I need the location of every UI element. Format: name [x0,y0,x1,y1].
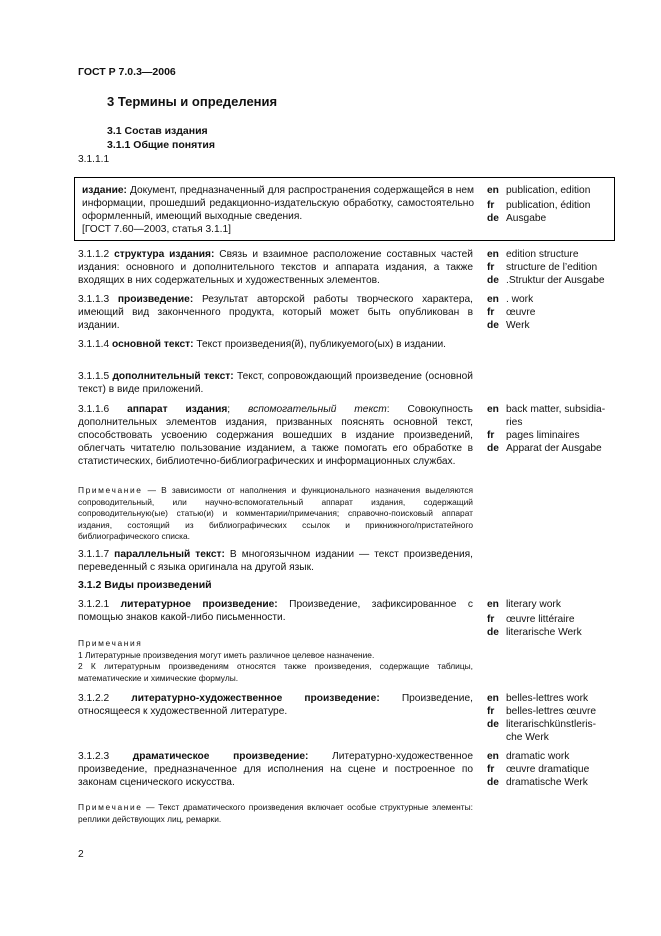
note-text: — Текст драматического произведения включает особые структурные элементы: реплики действующих лиц, ремарки. [78,802,473,824]
equivalents-3-1-1-2 [487,248,627,287]
term-name: параллельный текст: [114,549,225,560]
lang-de: de [487,320,499,331]
equiv-en: belles-lettres work [506,693,589,704]
section-title: 3 Термины и определения [107,94,278,109]
notes-3-1-2-1 [78,638,473,684]
term-name: структура издания: [114,249,215,260]
equivalents-3-1-1-1 [487,184,627,225]
equivalents-3-1-2-1 [487,598,627,639]
equiv-de: Ausgabe [506,213,547,224]
term-definition: Произведение, зафиксированное с помощью знаков какой-либо письменности. [78,599,473,623]
equiv-de-continuation: che Werk [506,732,549,743]
note-item: 1 Литературные произведения могут иметь различное целевое назначение. [78,649,375,660]
term-name: литературно-художественное произведение: [131,693,380,704]
term-number: 3.1.2.1 [78,599,110,610]
equiv-fr: œuvre littéraire [506,614,575,625]
lang-en: en [487,751,499,762]
equiv-de: literarische Werk [506,627,582,638]
equiv-fr: œuvre dramatique [506,764,590,775]
term-definition: Произведение, относящееся к художественной литературе. [78,693,473,717]
equiv-de: .Struktur der Ausgabe [506,275,605,286]
note-text: — В зависимости от наполнения и функционального назначения выделяются сопроводительный, или научно-вспомогательный аппарат издания, содержащий сопроводительную(ые) статью(и) и комментарии/примечания; справочно-поисковый аппарат издания, состоящий из библиографических ссылок и прикнижного/пристатейного библиографического списка. [78,485,473,542]
equiv-fr: structure de l’edition [506,262,598,273]
term-entry-3-1-1-2 [78,248,473,287]
lang-fr: fr [487,430,495,441]
equiv-fr: publication, édition [506,200,591,211]
lang-fr: fr [487,307,495,318]
equiv-fr: œuvre [506,307,536,318]
term-entry-3-1-1-4 [78,338,473,351]
equivalents-3-1-2-2 [487,692,627,744]
term-definition: Литературно-художественное произведение, предназначенное для исполнения на сцене и построенное по законам сценического искусства. [78,751,473,788]
equiv-de: Apparat der Ausgabe [506,443,602,454]
term-name: аппарат издания [127,404,228,415]
equiv-de: dramatische Werk [506,777,588,788]
note-3-1-2-3 [78,802,473,825]
lang-fr: fr [487,262,495,273]
equiv-de: literarischkünstleris- [506,719,597,730]
term-entry-3-1-1-3 [78,293,473,332]
note-item: 2 К литературным произведениям относятся также произведения, содержащие таблицы, математические и химические формулы. [78,661,473,683]
equiv-en: dramatic work [506,751,570,762]
term-entry-3-1-2-1 [78,598,473,624]
term-entry-3-1-1-6 [78,403,473,468]
term-entry-3-1-2-2 [78,692,473,718]
lang-de: de [487,627,499,638]
equivalents-3-1-2-3 [487,750,627,789]
note-label: Примечание [78,485,143,495]
lang-fr: fr [487,614,495,625]
term-number: 3.1.2.2 [78,693,110,704]
equiv-en: back matter, subsidia- [506,404,606,415]
equiv-en: edition structure [506,249,579,260]
lang-en: en [487,249,499,260]
subsection-title-3-1: 3.1 Состав издания [107,125,208,137]
term-definition: Текст, сопровождающий произведение (основной текст) в виде приложений. [78,371,474,395]
document-header: ГОСТ Р 7.0.3—2006 [78,66,176,78]
term-definition: : Совокупность дополнительных элементов издания, призванных пояснять основной текст, способствовать усвоению содержания вошедших в издание произведений, облегчать читателю пользование изданием, а также помогать его обработке в статистических, библиотечно-библиографических и информационных службах. [78,404,473,467]
term-number: 3.1.1.5 [78,371,110,382]
equiv-fr: belles-lettres œuvre [506,706,597,717]
lang-fr: fr [487,706,495,717]
term-number: 3.1.1.4 [78,339,110,350]
term-name: основной текст: [112,339,194,350]
equiv-en: . work [506,294,534,305]
term-number-3-1-1-1: 3.1.1.1 [78,154,110,165]
lang-de: de [487,719,499,730]
term-entry-3-1-1-1 [82,184,474,236]
lang-fr: fr [487,200,495,211]
lang-en: en [487,599,499,610]
note-3-1-1-6 [78,485,473,543]
page-number: 2 [78,849,84,860]
lang-fr: fr [487,764,495,775]
equiv-de: Werk [506,320,530,331]
equiv-en-continuation: ries [506,417,523,428]
term-number: 3.1.1.3 [78,294,110,305]
equiv-fr: pages liminaires [506,430,580,441]
lang-de: de [487,777,499,788]
lang-en: en [487,185,499,196]
lang-en: en [487,294,499,305]
term-separator: ; [227,404,249,415]
equivalents-3-1-1-3 [487,293,627,332]
equivalents-3-1-1-6 [487,403,627,455]
term-definition: Документ, предназначенный для распространения содержащейся в нем информации, прошедший редакционно-издательскую обработку, самостоятельно оформленный, имеющий выходные сведения. [82,185,474,222]
term-name: литературное произведение: [120,599,278,610]
term-synonym: вспомогательный текст [248,404,387,415]
term-source: [ГОСТ 7.60—2003, статья 3.1.1] [82,224,232,235]
term-name: дополнительный текст: [112,371,234,382]
term-number: 3.1.2.3 [78,751,110,762]
term-entry-3-1-2-3 [78,750,473,789]
term-number: 3.1.1.7 [78,549,110,560]
term-definition: Связь и взаимное расположение составных частей издания: основного и дополнительного текстов и аппарата издания, а также входящих в них содержательных и художественных элементов. [78,249,473,286]
term-definition: В многоязычном издании — текст произведения, переведенный с языка оригинала на другой язык. [78,549,474,573]
lang-en: en [487,693,499,704]
term-number: 3.1.1.2 [78,249,110,260]
lang-de: de [487,213,499,224]
lang-en: en [487,404,499,415]
term-name: произведение: [117,294,194,305]
term-entry-3-1-1-7 [78,548,473,574]
term-number: 3.1.1.6 [78,404,110,415]
term-name: драматическое произведение: [132,751,309,762]
equiv-en: literary work [506,599,561,610]
note-label: Примечание [78,802,143,812]
subsection-title-3-1-1: 3.1.1 Общие понятия [107,139,215,151]
term-definition: Текст произведения(й), публикуемого(ых) в издании. [193,339,447,350]
term-definition: Результат авторской работы творческого характера, имеющий вид законченного продукта, который может быть опубликован в издании. [78,294,473,331]
lang-de: de [487,443,499,454]
term-entry-3-1-1-5 [78,370,473,396]
equiv-en: publication, edition [506,185,591,196]
subsection-title-3-1-2: 3.1.2 Виды произведений [78,579,212,591]
term-name: издание: [82,185,127,196]
notes-label: Примечания [78,638,143,648]
lang-de: de [487,275,499,286]
